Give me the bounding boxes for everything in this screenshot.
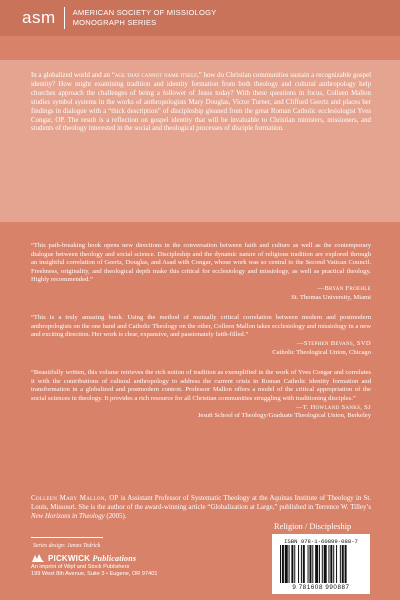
publisher-address: 199 West 8th Avenue, Suite 3 • Eugene, OR 97401 — [31, 571, 158, 577]
endorsement — [31, 242, 371, 302]
endorsement-name — [31, 340, 371, 349]
bio-book-title: New Horizons in Theology — [31, 513, 105, 520]
endorsement — [31, 369, 371, 421]
divider — [31, 537, 103, 538]
endorsement-name — [31, 285, 371, 294]
series-design-credit: Series design: James Tedrick — [33, 543, 101, 549]
description-text-a: In a globalized world and an “ — [31, 72, 115, 79]
endorsement-affiliation: St. Thomas University, Miami — [291, 293, 371, 301]
publisher-emblem-icon — [31, 553, 45, 563]
description-text-b: ,” how do Christian communities sustain a recognizable gospel identity? How might examining tradition and identity formation from both theology and cultural anthropology help churches approach the challenges of being a follower of Jesus today? With these questions in focus, Colleen Mallon studies symbol systems in the works of anthropologists Mary Douglas, Victor Turner, and Clifford Geertz and places her findings in dialogue with a “thick description” of discipleship gleaned from the great Roman Catholic ecclesiologist Yves Congar, OP. The result is a reflection on gospel identity that will be invaluable to Christian ministers, missioners, and students of theology interested in the social and theological processes of disciple formation. — [31, 72, 371, 133]
endorser-name: —Bryan Froehle — [317, 284, 371, 292]
endorsement-text: “This path-breaking book opens new directions in the conversation between faith and culture as well as the contemporary dialogue between theology and social science. Discipleship and the dynamic nature of religious tradition are explored through an insightful correlation of Geertz, Douglas, and Asad with Congar, whose work was so central to the Second Vatican Council. Freshness, originality, and theological depth make this critical for ecclesiology and missiology, as well as practical theology. Highly recommended.” — [31, 242, 371, 284]
imprint-line: An imprint of Wipf and Stock Publishers — [31, 564, 130, 570]
endorsement-affiliation: Catholic Theological Union, Chicago — [272, 348, 371, 356]
publisher-imprint — [31, 564, 157, 578]
barcode-digits: 9 781608 990887 — [292, 584, 350, 591]
endorsement-text: “Beautifully written, this volume retrieves the rich notion of tradition as exemplified in the work of Yves Congar and correlates it with the contributions of cultural anthropology to address the current crisis in Roman Catholic identity formation and transformation in a globalized and postmodern context. Professor Mallon offers a model of the critical appropriation of the social sciences in theology. It provides a rich resource for all Christian communities struggling with traditioning disciples.” — [31, 369, 371, 402]
publisher-logo — [31, 553, 136, 563]
series-title — [73, 8, 217, 28]
endorsement-name — [31, 404, 371, 413]
barcode — [272, 534, 370, 594]
publisher-name-italic: Publications — [92, 553, 137, 563]
publisher-name — [48, 554, 136, 563]
endorser-name: —Stephen Bevans, SVD — [297, 339, 371, 347]
bio-text-a: is Assistant Professor of Systematic Theology at the Aquinas Institute of Theology in St. Louis, Missouri. She is the author of the award-winning article “Globalization at Large,” published in Terrence W. Tilley’s — [31, 495, 371, 511]
publisher-name-plain: PICKWICK — [48, 553, 93, 563]
author-bio — [31, 494, 371, 521]
endorsement-affiliation: Jesuit School of Theology/Graduate Theological Union, Berkeley — [197, 412, 371, 420]
series-header — [0, 0, 400, 36]
header-band — [0, 36, 400, 60]
book-description — [31, 72, 371, 134]
asm-logo: asm — [22, 7, 65, 29]
barcode-bars-icon — [280, 545, 362, 583]
author-name: Colleen Mary Mallon, OP — [31, 495, 119, 502]
isbn-label: ISBN 978-1-60899-088-7 — [284, 538, 358, 545]
endorsement-text: “This is a truly amazing book. Using the method of mutually critical correlation between modern and postmodern anthropologists on the one hand and Catholic Theology on the other, Colleen Mallon takes ecclesiology and missiology in a new and exciting direction. Her work is clear, expansive, and passionately faith-filled.” — [31, 314, 371, 339]
endorsement — [31, 314, 371, 357]
endorsements — [31, 242, 371, 421]
series-title-line2: MONOGRAPH SERIES — [72, 18, 157, 27]
bisac-category: Religion / Discipleship — [274, 522, 352, 531]
bio-text-b: (2005). — [104, 513, 127, 520]
endorser-name: —T. Howland Sanks, SJ — [295, 403, 371, 411]
series-title-line1: AMERICAN SOCIETY OF MISSIOLOGY — [72, 8, 217, 17]
description-smallcaps: age that cannot name itself — [114, 72, 197, 79]
